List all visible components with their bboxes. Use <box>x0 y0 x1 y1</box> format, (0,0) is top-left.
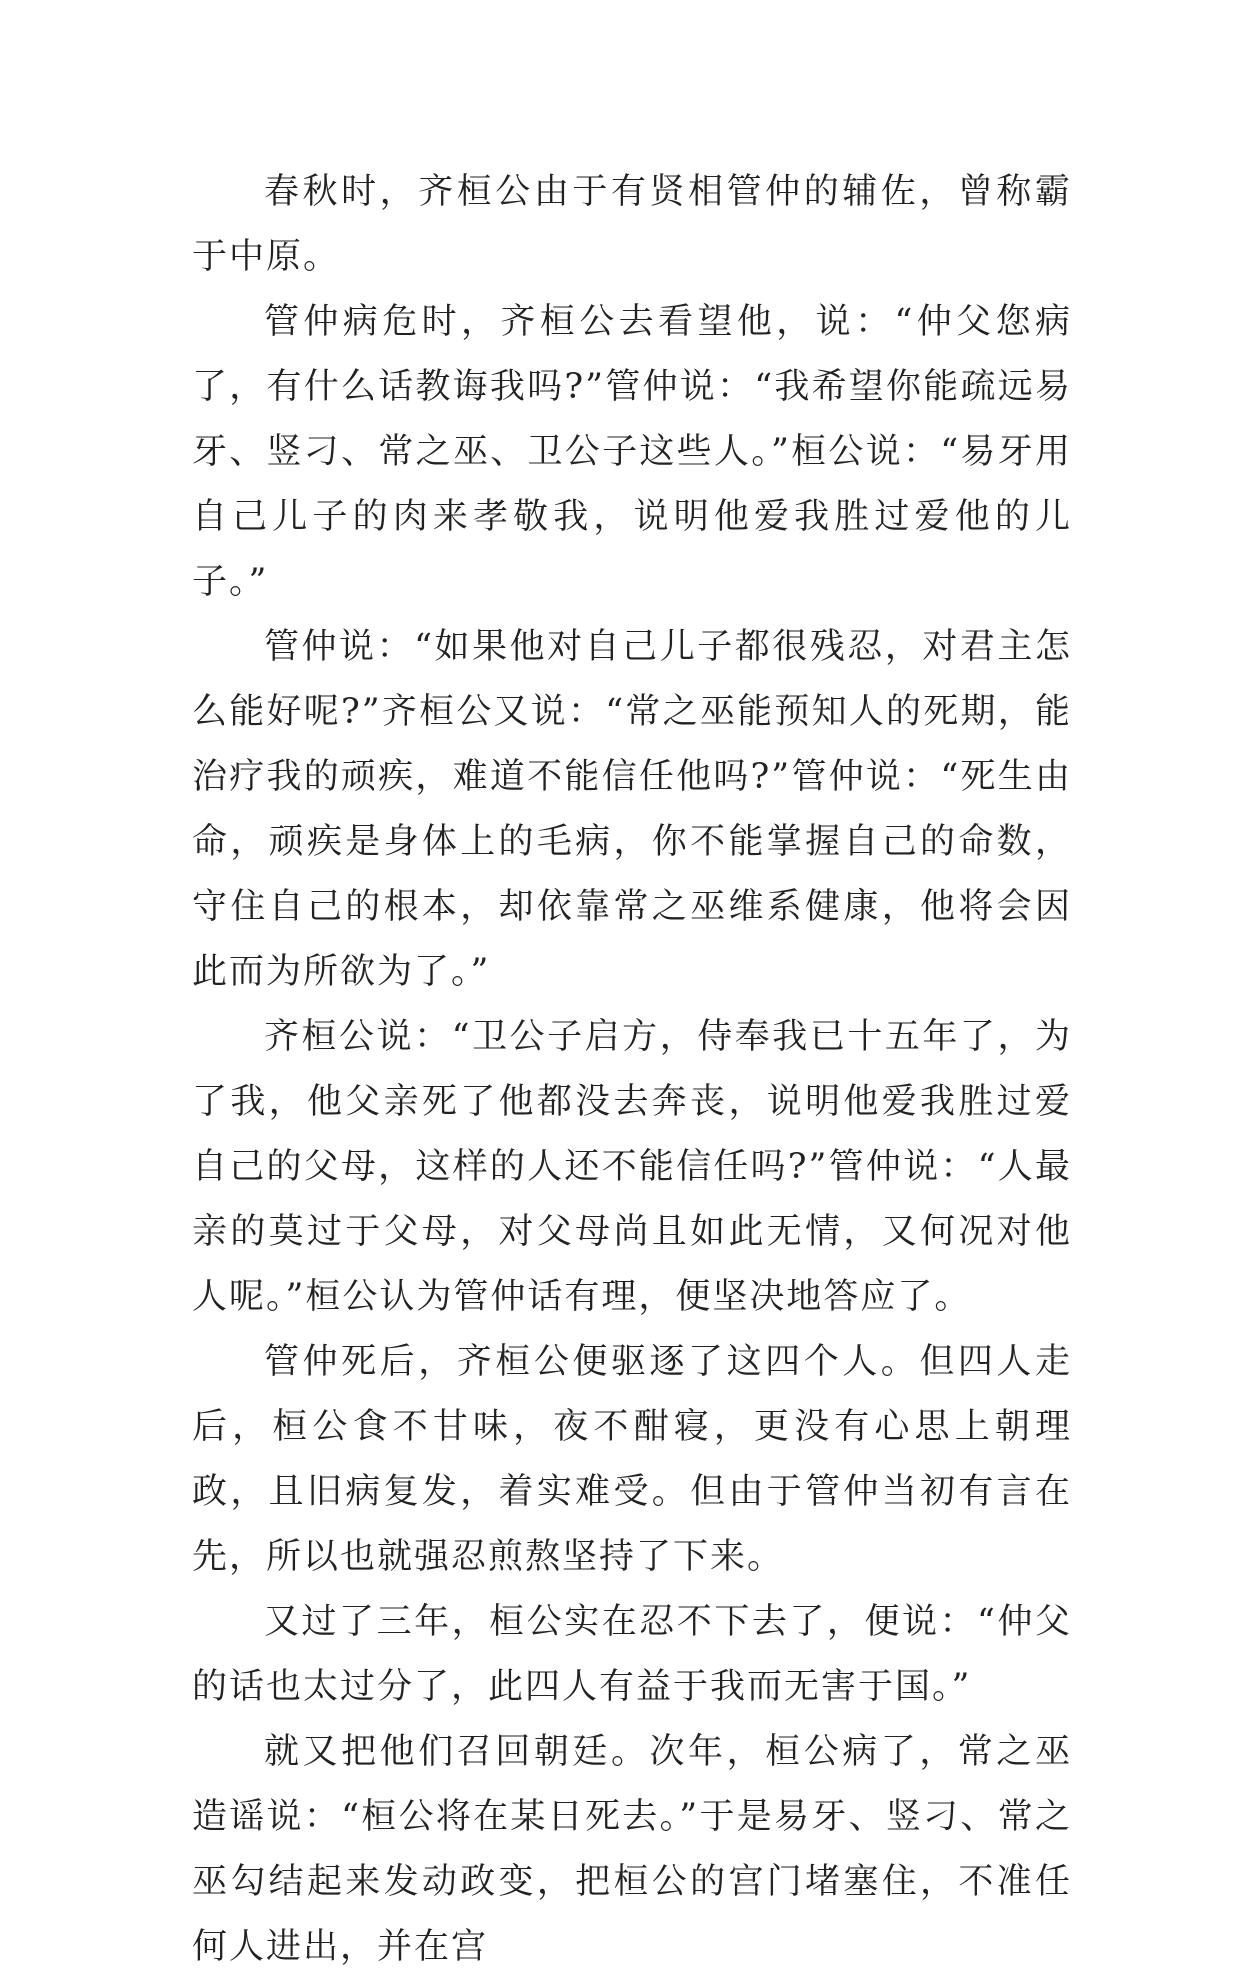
paragraph: 就又把他们召回朝廷。次年，桓公病了，常之巫造谣说：“桓公将在某日死去。”于是易牙、竖刁、常之巫勾结起来发动政变，把桓公的宫门堵塞住，不准任何人进出，并在宫 <box>192 1732 1072 1967</box>
paragraph: 管仲死后，齐桓公便驱逐了这四个人。但四人走后，桓公食不甘味，夜不酣寝，更没有心思上朝理政，且旧病复发，着实难受。但由于管仲当初有言在先，所以也就强忍煎熬坚持了下来。 <box>192 1342 1072 1577</box>
paragraph: 春秋时，齐桓公由于有贤相管仲的辅佐，曾称霸于中原。 <box>192 172 1072 277</box>
paragraph: 齐桓公说：“卫公子启方，侍奉我已十五年了，为了我，他父亲死了他都没去奔丧，说明他爱我胜过爱自己的父母，这样的人还不能信任吗?”管仲说：“人最亲的莫过于父母，对父母尚且如此无情，又何况对他人呢。”桓公认为管仲话有理，便坚决地答应了。 <box>192 1017 1072 1317</box>
paragraph: 又过了三年，桓公实在忍不下去了，便说：“仲父的话也太过分了，此四人有益于我而无害于国。” <box>192 1602 1072 1707</box>
paragraph: 管仲病危时，齐桓公去看望他，说：“仲父您病了，有什么话教诲我吗?”管仲说：“我希望你能疏远易牙、竖刁、常之巫、卫公子这些人。”桓公说：“易牙用自己儿子的肉来孝敬我，说明他爱我胜过爱他的儿子。” <box>192 302 1072 602</box>
paragraph: 管仲说：“如果他对自己儿子都很残忍，对君主怎么能好呢?”齐桓公又说：“常之巫能预知人的死期，能治疗我的顽疾，难道不能信任他吗?”管仲说：“死生由命，顽疾是身体上的毛病，你不能掌握自己的命数，守住自己的根本，却依靠常之巫维系健康，他将会因此而为所欲为了。” <box>192 627 1072 992</box>
document-body <box>192 160 1072 1980</box>
